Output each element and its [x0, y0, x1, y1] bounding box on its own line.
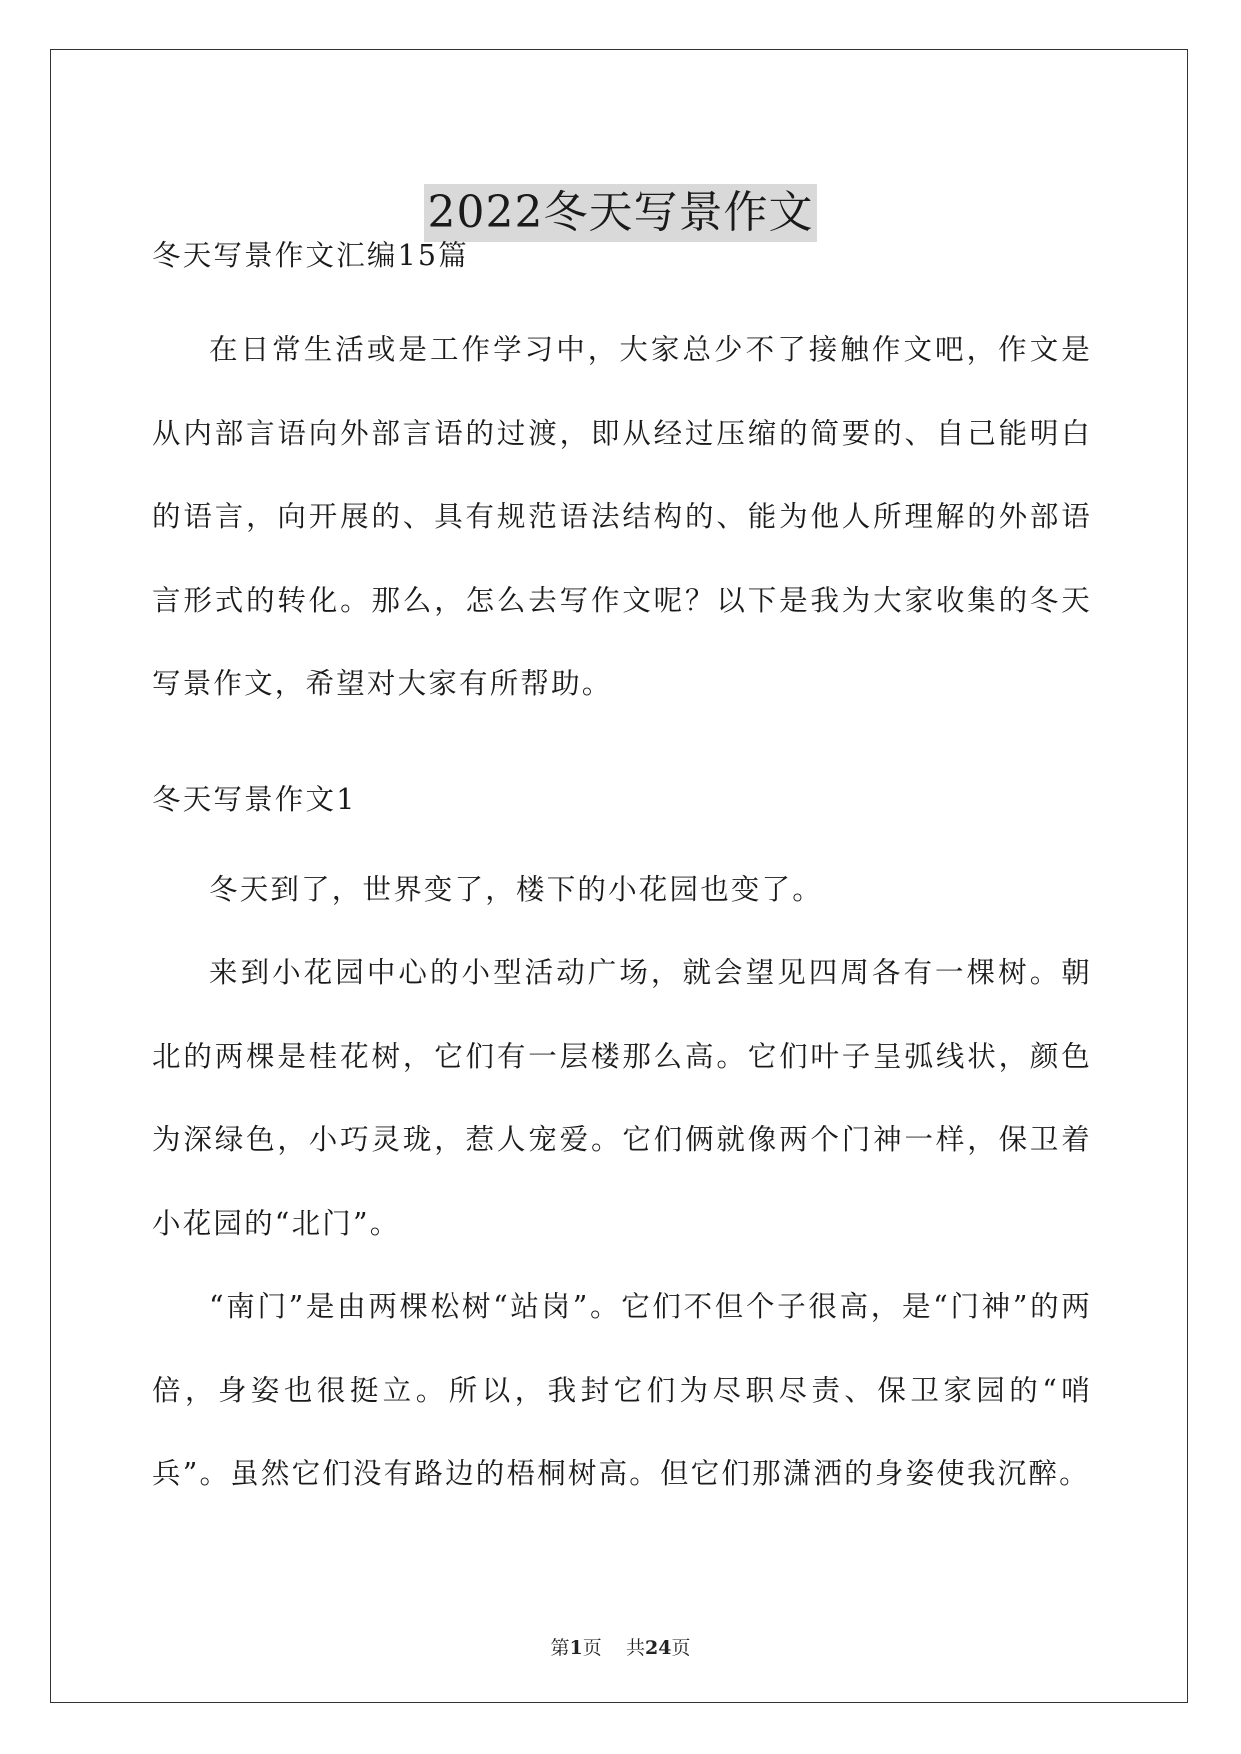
spacer — [152, 726, 1092, 776]
page-footer — [0, 1633, 1241, 1660]
document-subtitle: 冬天写景作文汇编15篇 — [152, 239, 469, 272]
body-paragraph: 来到小花园中心的小型活动广场，就会望见四周各有一棵树。朝北的两棵是桂花树，它们有一层楼那么高。它们叶子呈弧线状，颜色为深绿色，小巧灵珑，惹人宠爱。它们俩就像两个门神一样，保卫着小花园的“北门”。 — [152, 956, 1092, 1240]
total-prefix: 共 — [625, 1637, 645, 1659]
spacer — [152, 824, 1092, 848]
section-heading: 冬天写景作文1 — [152, 782, 357, 816]
spacer — [152, 280, 1092, 308]
body-paragraph: 冬天到了，世界变了，楼下的小花园也变了。 — [209, 872, 824, 906]
body-paragraph: “南门”是由两棵松树“站岗”。它们不但个子很高，是“门神”的两倍，身姿也很挺立。所以，我封它们为尽职尽责、保卫家园的“哨兵”。虽然它们没有路边的梧桐树高。但它们那潇洒的身姿使我沉醉。 — [152, 1290, 1092, 1490]
page-prefix: 第 — [550, 1637, 570, 1659]
page-suffix: 页 — [582, 1637, 602, 1659]
total-pages: 24 — [644, 1637, 672, 1659]
page-number: 1 — [569, 1637, 583, 1659]
total-suffix: 页 — [671, 1637, 691, 1659]
intro-paragraph: 在日常生活或是工作学习中，大家总少不了接触作文吧，作文是从内部言语向外部言语的过渡，即从经过压缩的简要的、自己能明白的语言，向开展的、具有规范语法结构的、能为他人所理解的外部语言形式的转化。那么，怎么去写作文呢？以下是我为大家收集的冬天写景作文，希望对大家有所帮助。 — [152, 333, 1092, 700]
document-title: 2022冬天写景作文 — [424, 184, 818, 242]
document-body — [152, 232, 1092, 1516]
